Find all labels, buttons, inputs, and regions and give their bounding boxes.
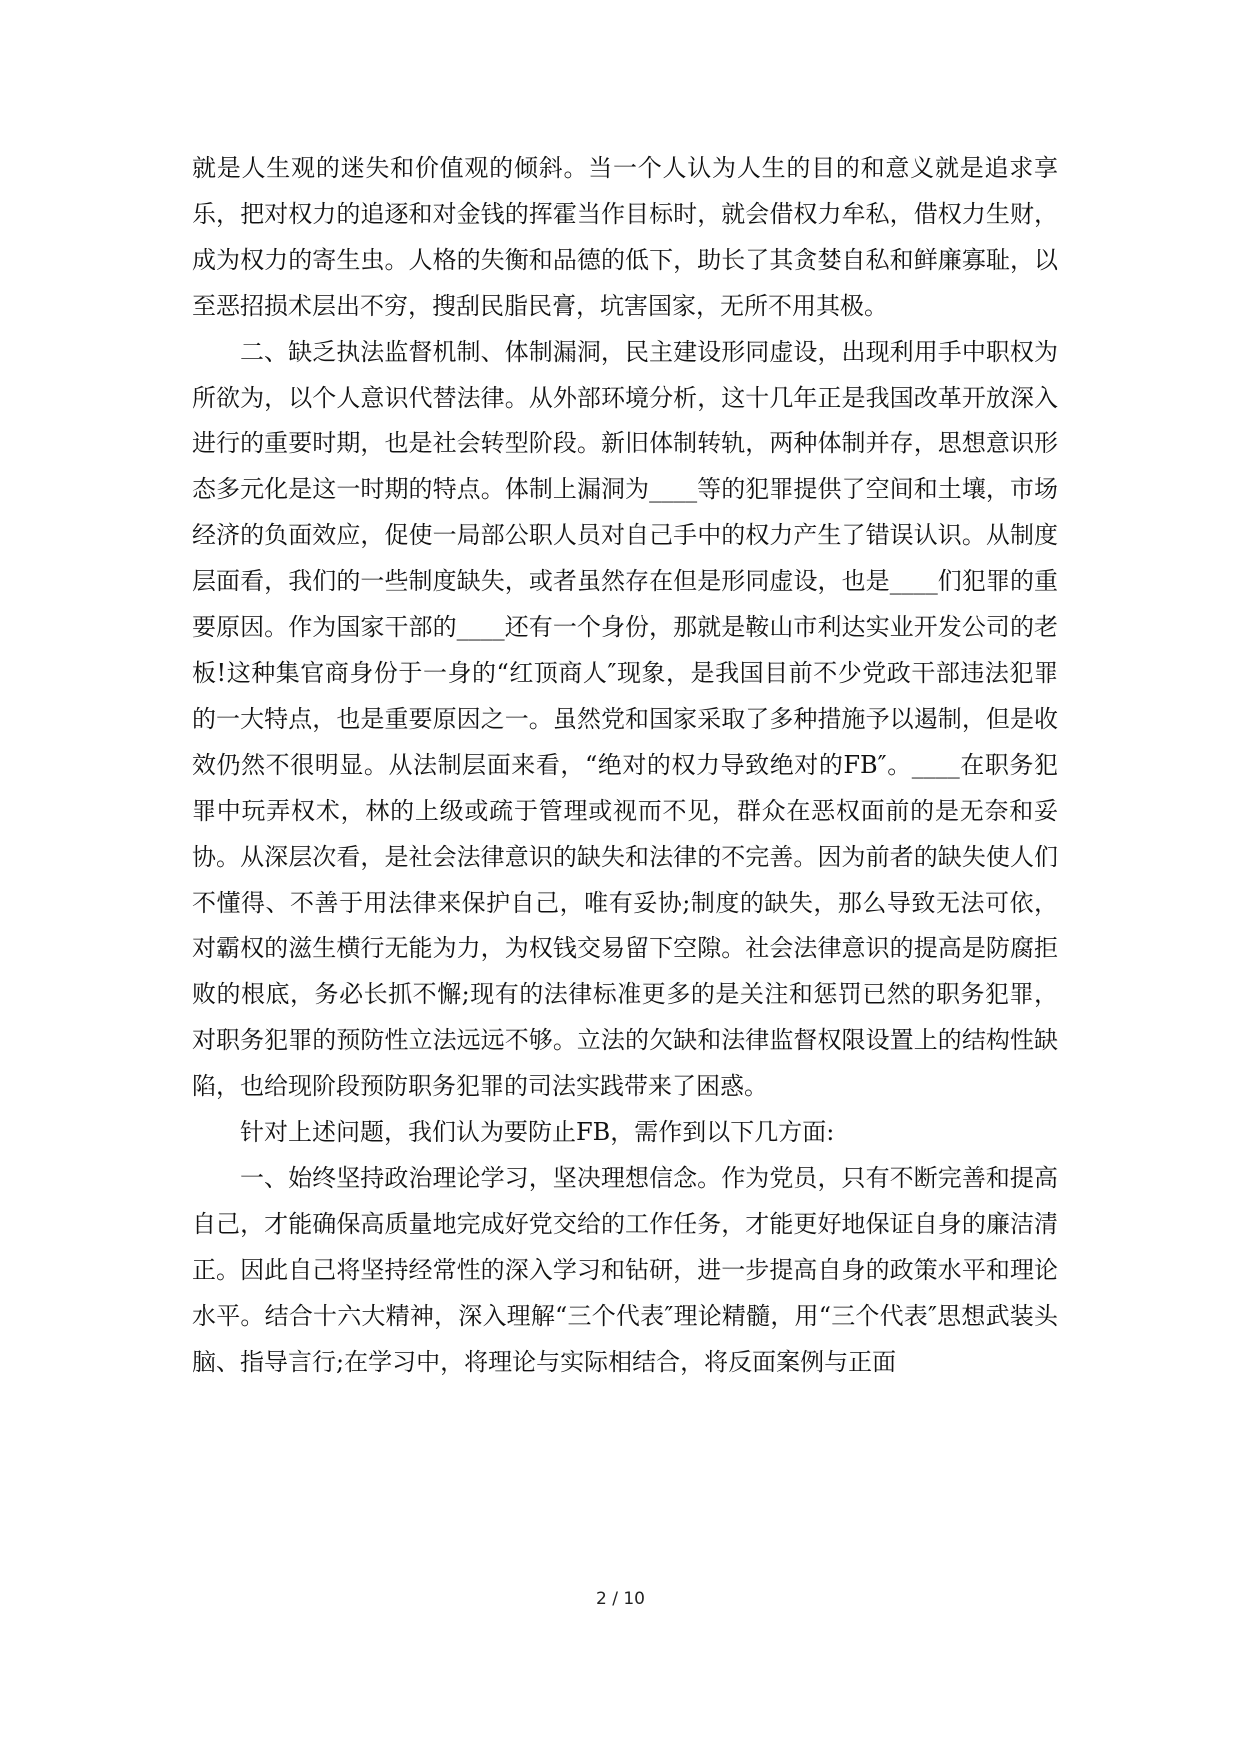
page-number: 2 / 10 [596,1589,645,1609]
paragraph-3: 针对上述问题，我们认为要防止FB，需作到以下几方面: [240,1118,835,1147]
paragraph-1: 就是人生观的迷失和价值观的倾斜。当一个人认为人生的目的和意义就是追求享乐，把对权力的追逐和对金钱的挥霍当作目标时，就会借权力牟私，借权力生财，成为权力的寄生虫。人格的失衡和品德的低下，助长了其贪婪自私和鲜廉寡耻，以至恶招损术层出不穷，搜刮民脂民膏，坑害国家，无所不用其极。 [192,154,1058,320]
document-body [192,146,1058,1385]
paragraph-2: 二、缺乏执法监督机制、体制漏洞，民主建设形同虚设，出现利用手中职权为所欲为，以个人意识代替法律。从外部环境分析，这十几年正是我国改革开放深入进行的重要时期，也是社会转型阶段。新旧体制转轨，两种体制并存，思想意识形态多元化是这一时期的特点。体制上漏洞为____等的犯罪提供了空间和土壤，市场经济的负面效应，促使一局部公职人员对自己手中的权力产生了错误认识。从制度层面看，我们的一些制度缺失，或者虽然存在但是形同虚设，也是____们犯罪的重要原因。作为国家干部的____还有一个身份，那就是鞍山市利达实业开发公司的老板!这种集官商身份于一身的“红顶商人″现象，是我国目前不少党政干部违法犯罪的一大特点，也是重要原因之一。虽然党和国家采取了多种措施予以遏制，但是收效仍然不很明显。从法制层面来看，“绝对的权力导致绝对的FB″。____在职务犯罪中玩弄权术，林的上级或疏于管理或视而不见，群众在恶权面前的是无奈和妥协。从深层次看，是社会法律意识的缺失和法律的不完善。因为前者的缺失使人们不懂得、不善于用法律来保护自己，唯有妥协;制度的缺失，那么导致无法可依，对霸权的滋生横行无能为力，为权钱交易留下空隙。社会法律意识的提高是防腐拒败的根底，务必长抓不懈;现有的法律标准更多的是关注和惩罚已然的职务犯罪，对职务犯罪的预防性立法远远不够。立法的欠缺和法律监督权限设置上的结构性缺陷，也给现阶段预防职务犯罪的司法实践带来了困惑。 [192,337,1058,1101]
paragraph-4: 一、始终坚持政治理论学习，坚决理想信念。作为党员，只有不断完善和提高自己，才能确保高质量地完成好党交给的工作任务，才能更好地保证自身的廉洁清正。因此自己将坚持经常性的深入学习和钻研，进一步提高自身的政策水平和理论水平。结合十六大精神，深入理解“三个代表″理论精髓，用“三个代表″思想武装头脑、指导言行;在学习中，将理论与实际相结合，将反面案例与正面 [192,1163,1058,1376]
